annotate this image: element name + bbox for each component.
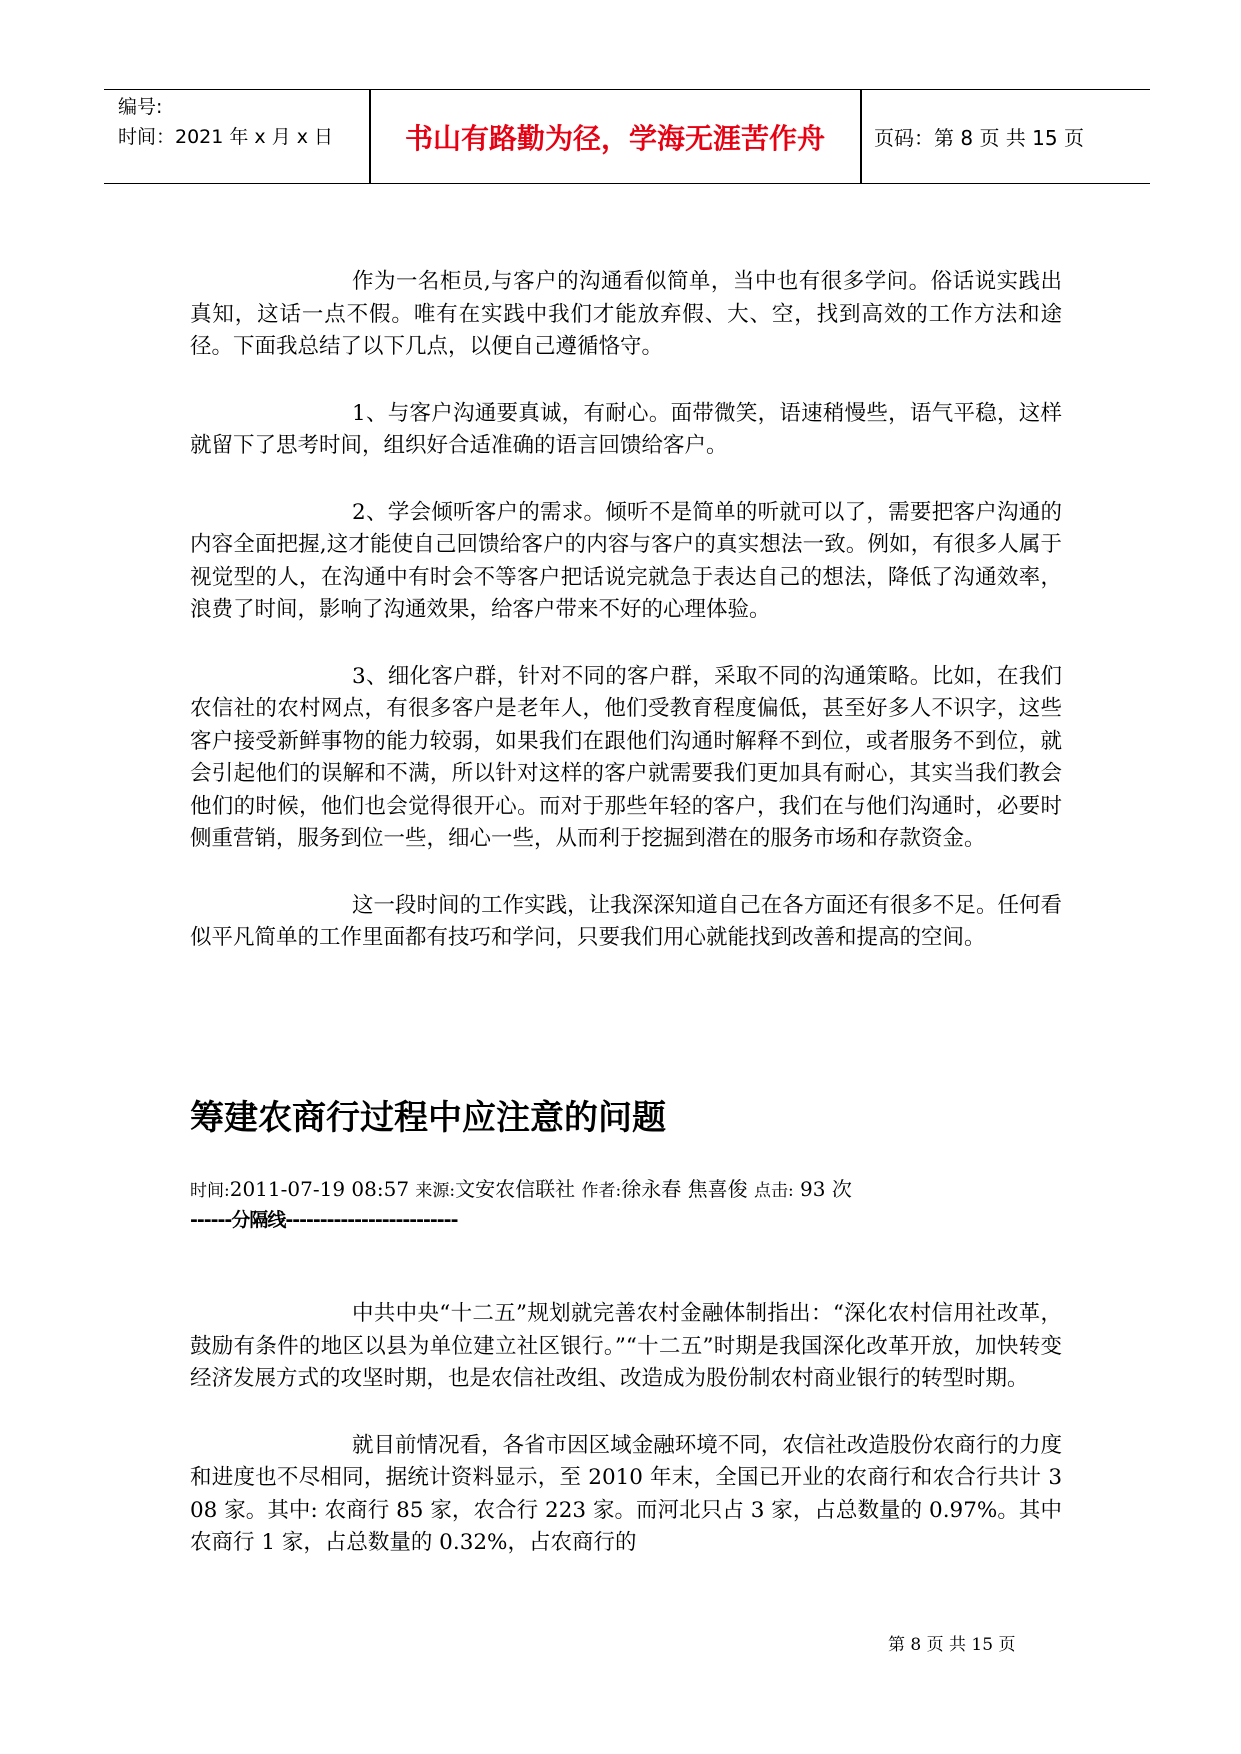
header-motto: 书山有路勤为径，学海无涯苦作舟 <box>404 121 825 155</box>
meta-source-label: 来源: <box>415 1181 456 1201</box>
paragraph: 作为一名柜员,与客户的沟通看似简单，当中也有很多学问。俗话说实践出真知，这话一点不假。唯有在实践中我们才能放弃假、大、空，找到高效的工作方法和途径。下面我总结了以下几点，以便自己遵循恪守。 <box>190 269 1062 359</box>
meta-time-value: 2011-07-19 08:57 <box>229 1177 410 1201</box>
separator-line: ------分隔线------------------------- <box>190 1209 458 1231</box>
header-time: 时间：2021 年 x 月 x 日 <box>118 126 334 148</box>
meta-clicks-label: 点击: <box>753 1181 794 1201</box>
paragraph: 就目前情况看，各省市因区域金融环境不同，农信社改造股份农商行的力度和进度也不尽相同，据统计资料显示，至 2010 年末，全国已开业的农商行和农合行共计 308 家。其中: 农商行 85 家，农合行 223 家。而河北只占 3 家，占总数量的 0.97%。其中农商行 1 家，占总数量的 0.32%，占农商行的 <box>190 1432 1062 1555</box>
article-title: 筹建农商行过程中应注意的问题 <box>190 1098 666 1138</box>
meta-time-label: 时间: <box>190 1181 230 1201</box>
meta-clicks-value: 93 次 <box>800 1177 852 1201</box>
paragraph: 这一段时间的工作实践，让我深深知道自己在各方面还有很多不足。任何看似平凡简单的工作里面都有技巧和学问，只要我们用心就能找到改善和提高的空间。 <box>190 892 1062 950</box>
paragraph: 1、与客户沟通要真诚，有耐心。面带微笑，语速稍慢些，语气平稳，这样就留下了思考时间，组织好合适准确的语言回馈给客户。 <box>190 400 1062 458</box>
article-meta <box>190 1174 852 1206</box>
header-page-number: 页码：第 8 页 共 15 页 <box>874 126 1084 150</box>
meta-author-label: 作者: <box>581 1181 622 1201</box>
page-footer: 第 8 页 共 15 页 <box>888 1635 1016 1655</box>
meta-source-value: 文安农信联社 <box>455 1177 576 1201</box>
page-header <box>104 89 1150 184</box>
paragraph: 3、细化客户群，针对不同的客户群，采取不同的沟通策略。比如，在我们农信社的农村网点，有很多客户是老年人，他们受教育程度偏低，甚至好多人不识字，这些客户接受新鲜事物的能力较弱，如果我们在跟他们沟通时解释不到位，或者服务不到位，就会引起他们的误解和不满，所以针对这样的客户就需要我们更加具有耐心，其实当我们教会他们的时候，他们也会觉得很开心。而对于那些年轻的客户，我们在与他们沟通时，必要时侧重营销，服务到位一些，细心一些，从而利于挖掘到潜在的服务市场和存款资金。 <box>190 663 1062 851</box>
article-body <box>190 1298 1062 1560</box>
paragraph: 中共中央“十二五”规划就完善农村金融体制指出：“深化农村信用社改革，鼓励有条件的地区以县为单位建立社区银行。”“十二五”时期是我国深化改革开放，加快转变经济发展方式的攻坚时期，也是农信社改组、改造成为股份制农村商业银行的转型时期。 <box>190 1301 1062 1391</box>
header-divider <box>860 90 862 183</box>
meta-author-value: 徐永春 焦喜俊 <box>621 1177 748 1201</box>
section-body <box>190 266 1062 955</box>
header-number: 编号: <box>118 96 163 118</box>
header-info <box>118 92 368 152</box>
paragraph: 2、学会倾听客户的需求。倾听不是简单的听就可以了，需要把客户沟通的内容全面把握,这才能使自己回馈给客户的内容与客户的真实想法一致。例如，有很多人属于视觉型的人，在沟通中有时会不等客户把话说完就急于表达自己的想法，降低了沟通效率，浪费了时间，影响了沟通效果，给客户带来不好的心理体验。 <box>190 499 1062 622</box>
